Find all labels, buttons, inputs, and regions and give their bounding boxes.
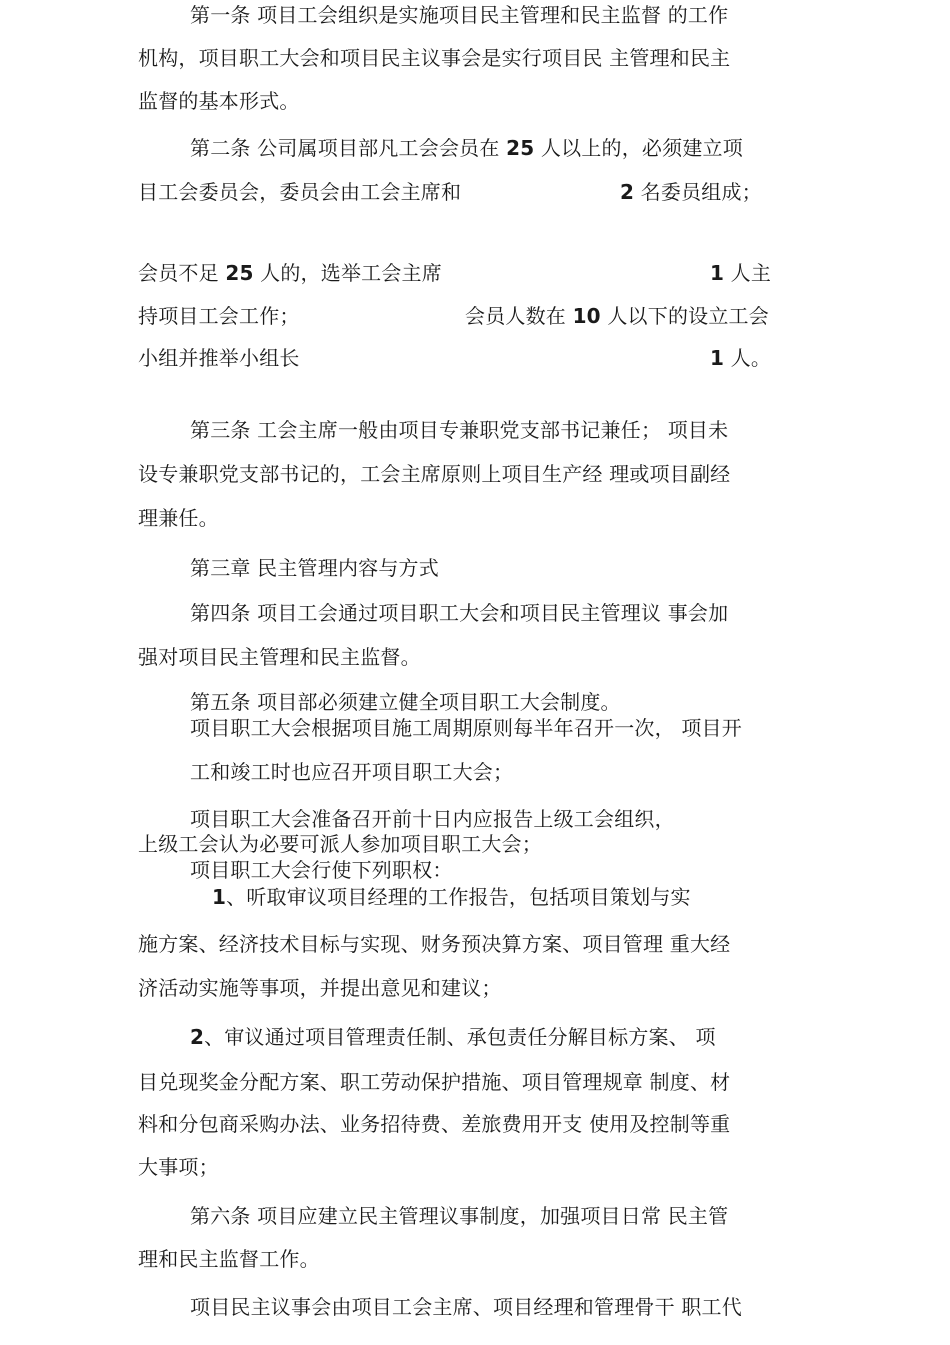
article-5-line-3: 工和竣工时也应召开项目职工大会； [190, 760, 514, 784]
article-2-line-2-left: 目工会委员会，委员会由工会主席和 [138, 180, 462, 204]
item-2-number: 2 [190, 1025, 205, 1049]
article-2-line-3-prefix: 会员不足 [138, 261, 226, 285]
article-2-line-5-right: 人。 [724, 346, 772, 370]
article-2-chair-count: 1 [710, 261, 725, 285]
article-2-line-5-left: 小组并推举小组长 [138, 346, 300, 370]
article-2-under-threshold: 25 [225, 261, 254, 285]
item-1-text: 、听取审议项目经理的工作报告，包括项目策划与实 [226, 885, 691, 909]
article-1-line-3: 监督的基本形式。 [138, 89, 300, 113]
article-5-item-1-line-3: 济活动实施等事项，并提出意见和建议； [138, 976, 502, 1000]
article-5-item-1-line-2: 施方案、经济技术目标与实现、财务预决算方案、项目管理 重大经 [138, 932, 731, 956]
article-2-line-1-suffix: 人以上的，必须建立项 [534, 136, 743, 160]
article-5-item-2-line-4: 大事项； [138, 1155, 219, 1179]
article-6-line-3: 项目民主议事会由项目工会主席、项目经理和管理骨干 职工代 [190, 1295, 742, 1319]
article-5-line-2: 项目职工大会根据项目施工周期原则每半年召开一次， 项目开 [190, 716, 742, 740]
chapter-3-title: 第三章 民主管理内容与方式 [190, 556, 439, 580]
article-5-item-2-line-3: 料和分包商采购办法、业务招待费、差旅费用开支 使用及控制等重 [138, 1112, 731, 1136]
article-2-line-4-mid-suffix: 人以下的设立工会 [600, 304, 769, 328]
article-4-line-2: 强对项目民主管理和民主监督。 [138, 645, 421, 669]
article-2-line-1 [190, 136, 743, 160]
article-5-line-4: 项目职工大会准备召开前十日内应报告上级工会组织， [190, 807, 675, 831]
article-2-committee-count: 2 [620, 180, 635, 204]
article-2-line-4-left: 持项目工会工作； [138, 304, 300, 328]
article-6-line-1: 第六条 项目应建立民主管理议事制度，加强项目日常 民主管 [190, 1204, 729, 1228]
article-5-line-5: 上级工会认为必要可派人参加项目职工大会； [138, 832, 542, 856]
article-3-line-1: 第三条 工会主席一般由项目专兼职党支部书记兼任； 项目未 [190, 418, 729, 442]
article-5-item-2-line-2: 目兑现奖金分配方案、职工劳动保护措施、项目管理规章 制度、材 [138, 1070, 731, 1094]
article-5-line-6: 项目职工大会行使下列职权： [190, 858, 453, 882]
article-5-item-1-line-1 [212, 885, 691, 909]
article-5-item-2-line-1 [190, 1025, 716, 1049]
article-3-line-2: 设专兼职党支部书记的，工会主席原则上项目生产经 理或项目副经 [138, 462, 731, 486]
article-1-line-1: 第一条 项目工会组织是实施项目民主管理和民主监督 的工作 [190, 3, 729, 27]
article-2-leader-count: 1 [710, 346, 725, 370]
article-2-member-threshold: 25 [506, 136, 535, 160]
article-3-line-3: 理兼任。 [138, 506, 219, 530]
article-5-line-1: 第五条 项目部必须建立健全项目职工大会制度。 [190, 690, 621, 714]
article-1-line-2: 机构，项目职工大会和项目民主议事会是实行项目民 主管理和民主 [138, 46, 731, 70]
item-2-text: 、审议通过项目管理责任制、承包责任分解目标方案、 项 [204, 1025, 716, 1049]
article-2-line-2-right: 名委员组成； [634, 180, 762, 204]
article-2-line-3-suffix: 人的，选举工会主席 [253, 261, 442, 285]
article-2-line-1-prefix: 第二条 公司属项目部凡工会会员在 [190, 136, 507, 160]
article-4-line-1: 第四条 项目工会通过项目职工大会和项目民主管理议 事会加 [190, 601, 729, 625]
item-1-number: 1 [212, 885, 227, 909]
article-2-line-3-right: 人主 [724, 261, 772, 285]
article-2-small-group-threshold: 10 [572, 304, 601, 328]
article-2-line-4-mid-prefix: 会员人数在 [465, 304, 573, 328]
article-6-line-2: 理和民主监督工作。 [138, 1247, 320, 1271]
